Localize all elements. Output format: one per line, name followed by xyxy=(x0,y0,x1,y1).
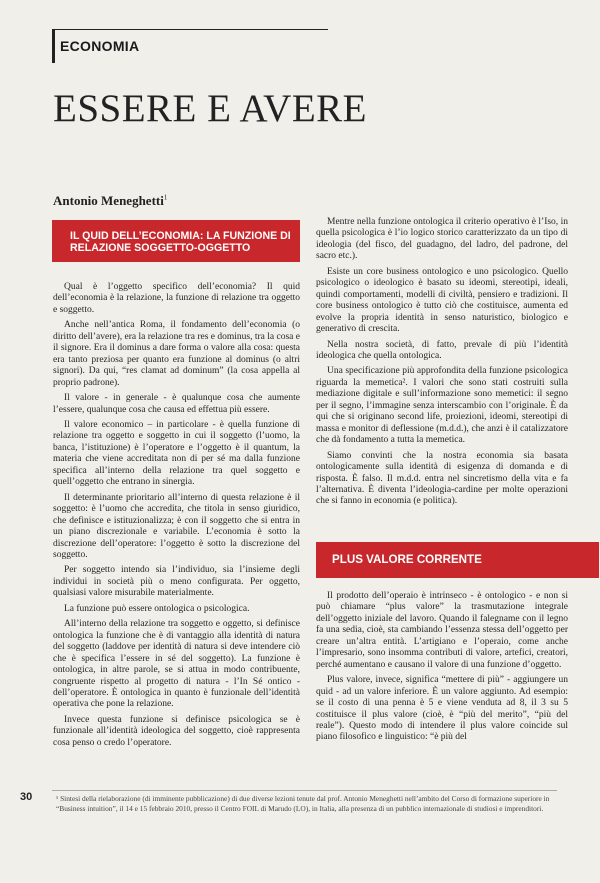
paragraph: La funzione può essere ontologica o psicologica. xyxy=(64,603,250,614)
left-column xyxy=(53,282,300,753)
paragraph: Il determinante prioritario all’interno di questa relazione è il soggetto: è l’uomo che accredita, che titola in senso giuridico, che definisce e istituzionalizza; è con il soggetto che si entra in un piano discrezionale e variabile. L’economia è sotto la discrezione dell’operatore: l’oggetto è sotto la discrezione del soggetto. xyxy=(53,492,300,560)
paragraph: Una specificazione più approfondita della funzione psicologica riguarda la memetica². I valori che sono stati costruiti sulla mediazione digitale e sull’informazione sono memetici: il segno per il segno, l’immagine senza interscambio con l’originale. È da qui che si originano second life, proiezioni, ideomi, stereotipi di massa e monitor di deflessione (m.d.d.), che anzi è il catalizzatore che dà fondamento a tutta la memetica. xyxy=(316,366,568,446)
banner-heading: IL QUID DELL’ECONOMIA: LA FUNZIONE DI RELAZIONE SOGGETTO-OGGETTO xyxy=(70,230,291,254)
footnote-mark: 1 xyxy=(163,193,168,202)
banner-heading: PLUS VALORE CORRENTE xyxy=(332,553,482,566)
paragraph: Siamo convinti che la nostra economia sia basata ontologicamente sulla identità di esigenza di domanda e di risposta. È falso. Il m.d.d. entra nel sincretismo della vita e fa l’alternativa. È diventa l’ideologia-cardine per molte operazioni che si fanno in economia (e politica). xyxy=(316,450,568,507)
section-label: ECONOMIA xyxy=(60,38,140,54)
section-banner-quid xyxy=(52,220,300,262)
section-header-rule xyxy=(52,29,328,30)
paragraph: Nella nostra società, di fatto, prevale di più l’identità ideologica che quella ontologica. xyxy=(316,339,568,361)
paragraph: Il prodotto dell’operaio è intrinseco - è ontologico - e non si può chiamare “plus valore” la trasmutazione integrale dell’oggetto iniziale del lavoro. Quando il falegname con il legno fa una sedia, cioè, sta cambiando l’essenza stessa dell’oggetto per creare un’altra entità. L’artigiano e l’operaio, come anche l’impresario, sono insomma contributi di valore, artefici, creatori, perché aumentano e causano il valore di una funzione d’oggetto. xyxy=(316,591,568,670)
footnote-divider xyxy=(52,790,557,791)
article-title: ESSERE E AVERE xyxy=(53,87,367,130)
paragraph: Per soggetto intendo sia l’individuo, sia l’insieme degli individui in società più o meno configurata. Per oggetto, qualsiasi valore misurabile materialmente. xyxy=(53,565,300,599)
right-column-top xyxy=(316,217,568,512)
page-number: 30 xyxy=(20,791,33,803)
paragraph: Il valore economico – in particolare - è quella funzione di relazione tra oggetto e soggetto in cui il soggetto (l’uomo, la banca, l’istituzione) è l’operatore e l’oggetto è il quantum, la materia che viene accreditata non di per sé ma dalla funzione specifica all’interno della relazione tra quel soggetto e quell’oggetto che entrano in sinergia. xyxy=(53,419,300,488)
article-author xyxy=(53,193,167,209)
section-header-bar xyxy=(52,29,55,63)
right-column-bottom xyxy=(316,591,568,748)
paragraph: Il valore - in generale - è qualunque cosa che aumente l’essere, qualunque cosa che causa ed effettua più essere. xyxy=(53,393,300,415)
footnote: ¹ Sintesi della rielaborazione (di imminente pubblicazione) di due diverse lezioni tenute dal prof. Antonio Meneghetti nell’ambito del Corso di formazione superiore in “Business intuition”, il 14 e 15 febbraio 2010, presso il Centro FOIL di Marudo (LO), in Italia, alla presenza di un pubblico internazionale di studiosi e imprenditori. xyxy=(56,794,550,813)
paragraph: All’interno della relazione tra soggetto e oggetto, si definisce ontologica la funzione che è di vantaggio alla identità di natura del soggetto (laddove per identità di natura si deve intendere ciò che è specifica l’essere in sé del soggetto). La funzione è ontologica, in altre parole, se si attua in modo contribuente, congruente rispetto al progetto di natura - l’In Sé ontico - dell’operatore. È ontologica in quanto è funzionale dell’identità operativa che pone la relazione. xyxy=(53,619,300,710)
paragraph: Plus valore, invece, significa “mettere di più” - aggiungere un quid - ad un valore inferiore. È un valore aggiunto. Ad esempio: se il costo di una penna è 5 e viene venduta ad 8, il 3 su 5 costituisce il plus valore (cioè, è “più del merito”, “più del reale”). Questo modo di intendere il plus valore coincide sul piano filosofico e linguistico: “è più del xyxy=(316,675,568,743)
paragraph: Mentre nella funzione ontologica il criterio operativo è l’Iso, in quella psicologica è l’io logico storico caratterizzato da un tipo di ideologia (del fisco, del guadagno, del ladro, del padrone, del sacro etc.). xyxy=(316,217,568,262)
author-name: Antonio Meneghetti xyxy=(53,193,164,208)
paragraph: Invece questa funzione si definisce psicologica se è funzionale all’identità ideologica del soggetto, cioè rappresenta cosa penso o credo l’operatore. xyxy=(53,714,300,748)
paragraph: Qual è l’oggetto specifico dell’economia? Il quid dell’economia è la relazione, la funzione di relazione tra oggetto e soggetto. xyxy=(53,282,300,315)
paragraph: Esiste un core business ontologico e uno psicologico. Quello psicologico o ideologico è basato su ideomi, stereotipi, ideali, quindi comportamenti, modelli di civiltà, pensiero e tradizioni. Il core business ontologico è tutto ciò che costituisce, aumenta ed evolve la propria identità in senso naturistico, biologico e generativo di crescita. xyxy=(316,266,568,335)
paragraph: Anche nell’antica Roma, il fondamento dell’economia (o diritto dell’avere), era la relazione tra res e dominus, tra la cosa e il signore. Era il dominus a dare forma o valore alla cosa: questa era tanto preziosa per quanto era funzione al dominus (o altri signori). Da qui, “res clamat ad dominum” (la cosa appella al proprio padrone). xyxy=(53,320,300,388)
section-banner-plus-valore xyxy=(316,542,599,578)
